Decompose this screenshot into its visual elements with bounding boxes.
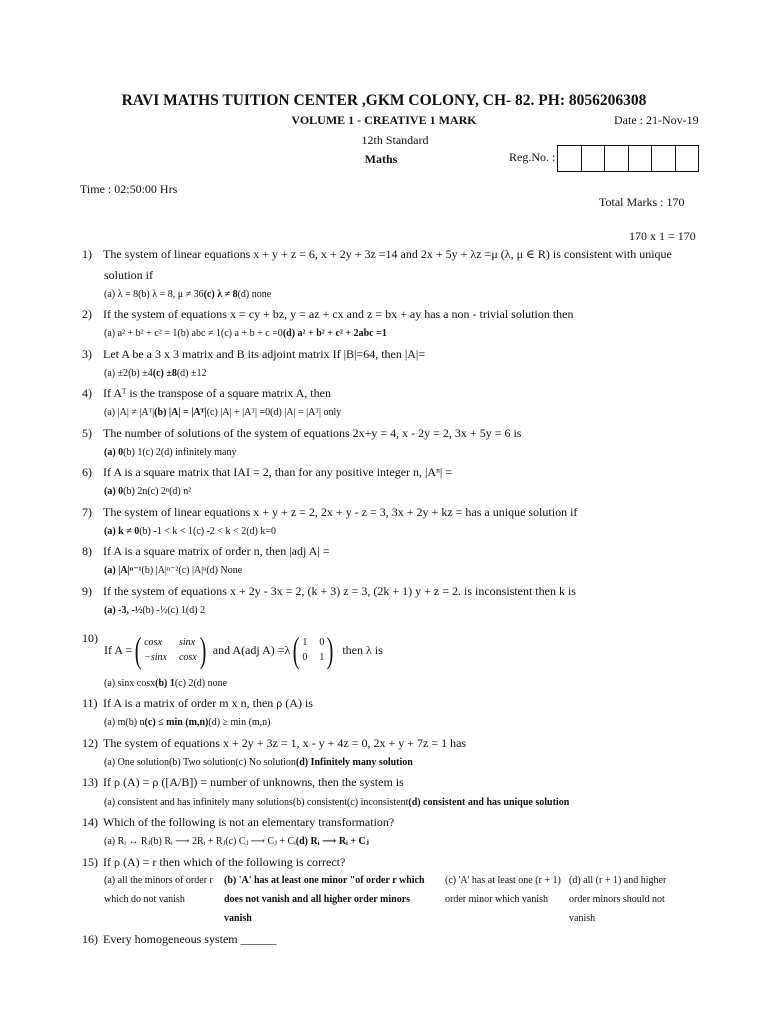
options-9 <box>104 605 205 616</box>
option-text: (b) |A|ⁿ⁻²(c) |A|ⁿ(d) None <box>141 565 243 576</box>
options-12 <box>104 757 413 768</box>
question-text: then λ is <box>342 642 383 657</box>
question-number: 13) <box>82 775 98 789</box>
question-7 <box>82 505 577 520</box>
question-12 <box>82 736 466 751</box>
option-text: (b) 2n(c) 2ⁿ(d) n² <box>123 486 192 497</box>
option-text: (a) a² + b² + c² = 1(b) abc ≠ 1(c) a + b + c =0 <box>104 328 283 339</box>
option-15c: (c) 'A' has at least one (r + 1) order minor which vanish <box>445 875 561 905</box>
option-text: (a) Rᵢ ↔ Rⱼ(b) Rᵢ ⟶ 2Rᵢ + Rⱼ(c) Cⱼ ⟶ Cⱼ + Cᵢ <box>104 836 296 847</box>
question-1 <box>82 247 672 262</box>
question-number: 8) <box>82 544 92 558</box>
options-6 <box>104 486 191 497</box>
option-text: (a) λ = 8(b) λ = 8, μ ≠ 36 <box>104 289 204 300</box>
options-3 <box>104 368 207 379</box>
question-text: The system of linear equations x + y + z = 2, 2x + y - z = 3, 3x + 2y + kz = has a unique solution if <box>103 505 578 519</box>
question-text: If A is a matrix of order m x n, then ρ (A) is <box>103 696 313 710</box>
identity-matrix: ( 1 0 0 1 ) <box>293 630 334 670</box>
question-number: 11) <box>82 696 98 710</box>
question-text: The number of solutions of the system of equations 2x+y = 4, x - 2y = 2, 3x + 5y = 6 is <box>103 426 522 440</box>
matrix-cell: 0 <box>302 652 308 663</box>
subject-label: Maths <box>364 152 398 166</box>
option-text: (c) 2(d) none <box>174 678 228 689</box>
question-text-continued: solution if <box>104 268 154 282</box>
answer-option: (a) k ≠ 0 <box>104 526 140 537</box>
answer-option: (a) 0 <box>104 486 124 497</box>
question-number: 3) <box>82 347 92 361</box>
reg-no-label: Reg.No. : <box>509 150 556 164</box>
question-5 <box>82 426 521 441</box>
time-label: Time : 02:50:00 Hrs <box>80 182 178 196</box>
options-10 <box>104 678 227 689</box>
matrix-cell: 1 <box>319 652 325 663</box>
question-15 <box>82 855 345 870</box>
question-text: If A is a square matrix that IAI = 2, than for any positive integer n, |Aⁿ| = <box>103 465 453 479</box>
options-5 <box>104 447 236 458</box>
options-14 <box>104 836 369 847</box>
question-16 <box>82 932 277 947</box>
question-number: 6) <box>82 465 92 479</box>
option-text: (d) ≥ min (m,n) <box>208 717 271 728</box>
question-14 <box>82 815 394 830</box>
answer-option: (c) λ ≠ 8 <box>203 289 238 300</box>
option-text: (a) ±2(b) ±4 <box>104 368 153 379</box>
option-text: (d) ±12 <box>176 368 207 379</box>
question-number: 2) <box>82 307 92 321</box>
option-text: (a) |A| ≠ |Aᵀ| <box>104 407 155 418</box>
question-text: Every homogeneous system ______ <box>103 932 277 946</box>
question-text: Which of the following is not an elementary transformation? <box>103 815 395 829</box>
question-text: If the system of equations x + 2y - 3x = 2, (k + 3) z = 3, (2k + 1) y + z = 2. is inconsistent then k is <box>103 584 576 598</box>
question-10 <box>104 632 383 668</box>
total-marks: Total Marks : 170 <box>599 195 685 209</box>
question-8 <box>82 544 330 559</box>
option-text: (a) consistent and has infinitely many solutions(b) consistent(c) inconsistent <box>104 797 409 808</box>
matrix-cell: 0 <box>319 637 325 648</box>
reg-box <box>652 145 676 172</box>
question-number: 1) <box>82 247 92 261</box>
question-text: If Aᵀ is the transpose of a square matrix A, then <box>103 386 331 400</box>
option-text: (c) |A| + |Aᵀ| =0(d) |A| = |Aᵀ| only <box>206 407 342 418</box>
question-text: If the system of equations x = cy + bz, y = az + cx and z = bx + ay has a non - trivial solution then <box>103 307 574 321</box>
answer-option: (b) 1 <box>155 678 175 689</box>
answer-option: (c) ≤ min (m,n) <box>144 717 209 728</box>
question-text: If ρ (A) = r then which of the following is correct? <box>103 855 346 869</box>
reg-no-boxes <box>557 145 699 172</box>
question-number: 9) <box>82 584 92 598</box>
answer-option: (c) ±8 <box>152 368 177 379</box>
option-text: (b) -½(c) 1(d) 2 <box>142 605 206 616</box>
question-number: 7) <box>82 505 92 519</box>
question-11 <box>82 696 313 711</box>
marks-formula: 170 x 1 = 170 <box>629 229 696 243</box>
matrix-cell: 1 <box>302 637 308 648</box>
option-text: (a) sinx cosx <box>104 678 156 689</box>
reg-box <box>582 145 606 172</box>
option-text: (a) One solution(b) Two solution(c) No solution <box>104 757 296 768</box>
matrix-cell: sinx <box>178 637 196 648</box>
matrix-cell: −sinx <box>144 652 167 663</box>
question-number: 16) <box>82 932 98 946</box>
question-number: 15) <box>82 855 98 869</box>
answer-option: (a) |A|ⁿ⁻¹ <box>104 565 142 576</box>
answer-option: (a) -3, -½ <box>104 605 143 616</box>
matrix-cell: cosx <box>178 652 197 663</box>
question-4 <box>82 386 331 401</box>
options-2 <box>104 328 387 339</box>
question-13 <box>82 775 404 790</box>
options-13 <box>104 797 569 808</box>
question-text: If A = <box>104 642 133 657</box>
option-15a: (a) all the minors of order r which do not vanish <box>104 875 213 905</box>
question-number: 4) <box>82 386 92 400</box>
date-label: Date : 21-Nov-19 <box>614 113 699 127</box>
question-6 <box>82 465 452 480</box>
question-text: Let A be a 3 x 3 matrix and B its adjoint matrix If |B|=64, then |A|= <box>103 347 426 361</box>
question-text: If ρ (A) = ρ ([A/B]) = number of unknowns, then the system is <box>103 775 404 789</box>
question-number: 14) <box>82 815 98 829</box>
answer-option: (b) |A| = |Aᵀ| <box>154 407 207 418</box>
reg-box <box>558 145 582 172</box>
answer-option: (d) Rᵢ ⟶ Rᵢ + Cⱼ <box>295 836 369 847</box>
option-text: (b) 1(c) 2(d) infinitely many <box>123 447 237 458</box>
school-title: RAVI MATHS TUITION CENTER ,GKM COLONY, CH- 82. PH: 8056206308 <box>121 92 647 109</box>
question-text: The system of equations x + 2y + 3z = 1, x - y + 4z = 0, 2x + y + 7z = 1 has <box>103 736 467 750</box>
question-2 <box>82 307 574 322</box>
question-3 <box>82 347 425 362</box>
option-text: (d) none <box>237 289 272 300</box>
answer-option: (d) Infinitely many solution <box>295 757 413 768</box>
matrix-a: ( cosx sinx −sinx cosx ) <box>134 630 207 670</box>
options-11 <box>104 717 271 728</box>
option-text: (b) -1 < k < 1(c) -2 < k < 2(d) k=0 <box>139 526 276 537</box>
reg-box <box>676 145 700 172</box>
question-number: 12) <box>82 736 98 750</box>
options-4 <box>104 407 341 418</box>
question-text: and A(adj A) =λ <box>212 642 291 657</box>
question-text: If A is a square matrix of order n, then |adj A| = <box>103 544 330 558</box>
question-9 <box>82 584 576 599</box>
options-1 <box>104 289 271 300</box>
paper-title: VOLUME 1 - CREATIVE 1 MARK <box>291 113 477 127</box>
options-7 <box>104 526 276 537</box>
reg-box <box>605 145 629 172</box>
option-15d: (d) all (r + 1) and higher order minors should not vanish <box>569 875 667 924</box>
question-text: The system of linear equations x + y + z = 6, x + 2y + 3z =14 and 2x + 5y + λz =μ (λ, μ ∈ R) is consistent with unique <box>103 247 672 261</box>
question-number-10: 10) <box>82 631 98 645</box>
answer-option: (d) a² + b² + c² + 2abc =1 <box>282 328 387 339</box>
options-8 <box>104 565 242 576</box>
question-number: 5) <box>82 426 92 440</box>
reg-box <box>629 145 653 172</box>
answer-option: (a) 0 <box>104 447 124 458</box>
answer-option: (d) consistent and has unique solution <box>408 797 570 808</box>
matrix-cell: cosx <box>144 637 162 648</box>
answer-option-15b: (b) 'A' has at least one minor "of order r which does not vanish and all higher order minors vanish <box>224 875 425 924</box>
standard-label: 12th Standard <box>361 133 429 147</box>
option-text: (a) m(b) n <box>104 717 145 728</box>
